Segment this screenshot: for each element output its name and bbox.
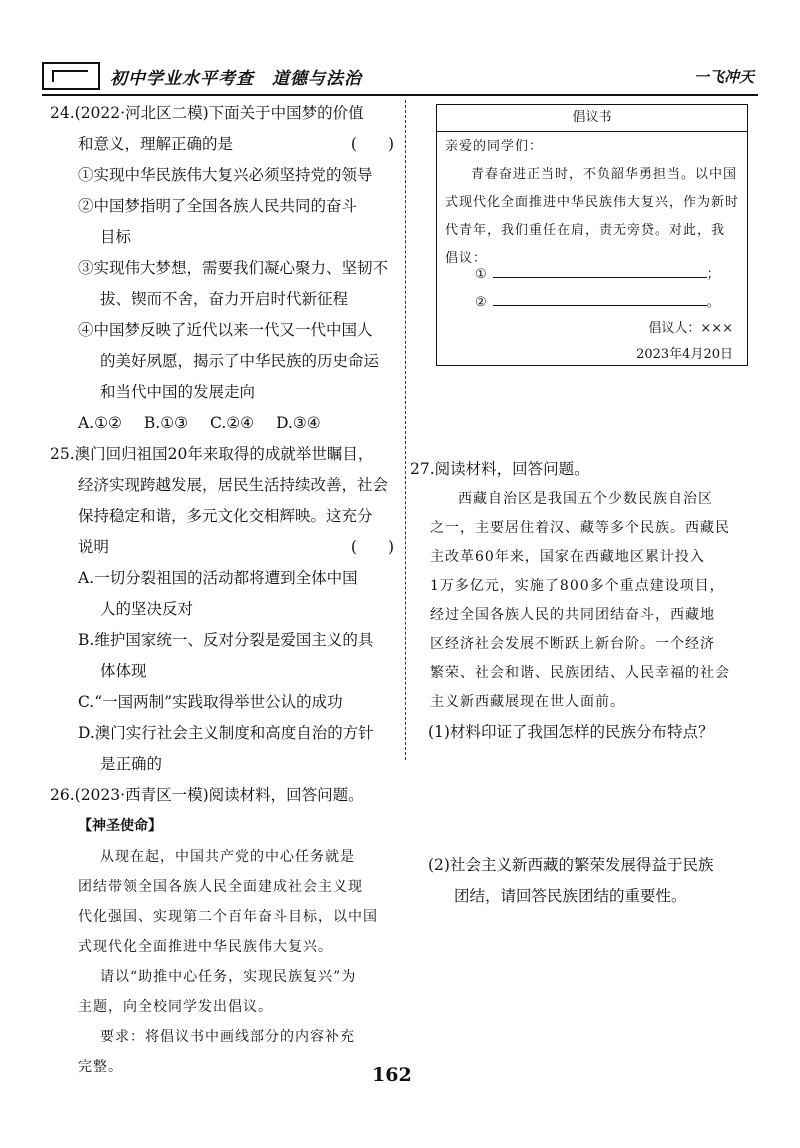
q24-line-2: 和意义，理解正确的是 ( ) <box>50 129 400 160</box>
q24-item: 拔、锲而不舍，奋力开启时代新征程 <box>100 290 349 308</box>
q26-material: 主题，向全校同学发出倡议。 <box>78 999 273 1015</box>
answer-paren: ( ) <box>350 135 394 153</box>
q26-material: 完整。 <box>78 1059 123 1075</box>
q26-material: 式现代化全面推进中华民族伟大复兴。 <box>78 939 333 955</box>
proposal-date: 2023年4月20日 <box>636 347 733 362</box>
q27-sub-question-2: (2)社会主义新西藏的繁荣发展得益于民族 <box>428 856 714 874</box>
header-brand: 一飞冲天 <box>693 68 754 86</box>
right-column <box>410 454 750 912</box>
q24-options <box>50 408 400 439</box>
q25-line-1: 25.澳门回归祖国20年来取得的成就举世瞩目， <box>50 445 374 463</box>
q27-material: 区经济社会发展不断跃上新台阶。一个经济 <box>430 636 715 652</box>
q25-line-2: 经济实现跨越发展，居民生活持续改善，社会 <box>78 476 389 494</box>
q24-item: ③实现伟大梦想，需要我们凝心聚力、坚韧不 <box>78 259 389 277</box>
q25-option: 人的坚决反对 <box>100 600 194 618</box>
q27-material: 繁荣、社会和谐、民族团结、人民幸福的社会 <box>430 665 730 681</box>
q25-option: C.“一国两制”实践取得举世公认的成功 <box>78 693 343 711</box>
question-26 <box>50 780 400 1082</box>
q27-material: 西藏自治区是我国五个少数民族自治区 <box>458 491 713 507</box>
question-24 <box>50 98 400 439</box>
q25-option: A.一切分裂祖国的活动都将遭到全体中国 <box>78 569 358 587</box>
q26-material: 从现在起，中国共产党的中心任务就是 <box>100 849 355 865</box>
proposal-text: 倡议： <box>445 251 488 266</box>
q27-sub-question-1: (1)材料印证了我国怎样的民族分布特点？ <box>428 723 714 741</box>
option-a: A.①② <box>78 414 122 432</box>
proposal-text: 式现代化全面推进中华民族伟大复兴，作为新时 <box>445 195 740 210</box>
proposal-text: 青春奋进正当时，不负韶华勇担当。以中国 <box>471 167 738 182</box>
proposal-letter <box>436 104 748 366</box>
option-d: D.③④ <box>276 414 321 432</box>
q25-line-3: 保持稳定和谐，多元文化交相辉映。这充分 <box>78 507 373 525</box>
q24-item: ②中国梦指明了全国各族人民共同的奋斗 <box>78 197 358 215</box>
q27-sub-question-2-cont: 团结，请回答民族团结的重要性。 <box>454 887 687 905</box>
q25-option: B.维护国家统一、反对分裂是爱国主义的具 <box>78 631 374 649</box>
q24-item: ①实现中华民族伟大复兴必须坚持党的领导 <box>78 166 373 184</box>
proposal-signer: 倡议人：××× <box>648 321 733 336</box>
q27-material: 1万多亿元，实施了800多个重点建设项目， <box>430 578 725 594</box>
header-rule <box>42 94 758 96</box>
proposal-body <box>445 133 739 273</box>
q24-item: 目标 <box>100 228 132 246</box>
q26-material: 请以“助推中心任务，实现民族复兴”为 <box>100 969 357 985</box>
blank-line-2[interactable]: ② 。 <box>475 291 720 310</box>
q26-material: 团结带领全国各族人民全面建成社会主义现 <box>78 879 363 895</box>
q25-option: 是正确的 <box>100 755 163 773</box>
option-b: B.①③ <box>143 414 189 432</box>
answer-paren: ( ) <box>350 538 394 556</box>
q24-item: 和当代中国的发展走向 <box>100 383 256 401</box>
page-number: 162 <box>372 1064 412 1086</box>
q25-option: D.澳门实行社会主义制度和高度自治的方针 <box>78 724 374 742</box>
q24-item: ④中国梦反映了近代以来一代又一代中国人 <box>78 321 373 339</box>
q27-material: 之一，主要居住着汉、藏等多个民族。西藏民 <box>430 520 730 536</box>
question-25 <box>50 439 400 780</box>
option-c: C.②④ <box>210 414 255 432</box>
q25-line-4: 说明 ( ) <box>50 532 400 563</box>
q27-material: 经过全国各族人民的共同团结奋斗，西藏地 <box>430 607 715 623</box>
q26-intro: 26.(2023·西青区一模)阅读材料，回答问题。 <box>50 786 364 804</box>
proposal-greeting: 亲爱的同学们： <box>445 139 544 154</box>
q24-item: 的美好夙愿，揭示了中华民族的历史命运 <box>100 352 380 370</box>
blank-line-1[interactable]: ① ； <box>475 263 720 282</box>
left-column <box>50 98 400 1082</box>
q27-intro: 27.阅读材料，回答问题。 <box>410 460 590 478</box>
header-logo-box <box>42 62 100 90</box>
q25-option: 体体现 <box>100 662 147 680</box>
q27-material: 主改革60年来，国家在西藏地区累计投入 <box>430 549 705 565</box>
q26-tag: 【神圣使命】 <box>78 818 162 834</box>
column-divider <box>405 100 406 760</box>
q26-material: 代化强国、实现第二个百年奋斗目标，以中国 <box>78 909 378 925</box>
q27-material: 主义新西藏展现在世人面前。 <box>430 694 625 710</box>
proposal-title: 倡议书 <box>437 105 747 132</box>
header-title: 初中学业水平考查 道德与法治 <box>110 69 362 89</box>
proposal-text: 代青年，我们重任在肩，责无旁贷。对此，我 <box>445 223 726 238</box>
q26-material: 要求：将倡议书中画线部分的内容补充 <box>100 1029 355 1045</box>
q24-line-1: 24.(2022·河北区二模)下面关于中国梦的价值 <box>50 104 364 122</box>
page-header <box>42 58 758 92</box>
